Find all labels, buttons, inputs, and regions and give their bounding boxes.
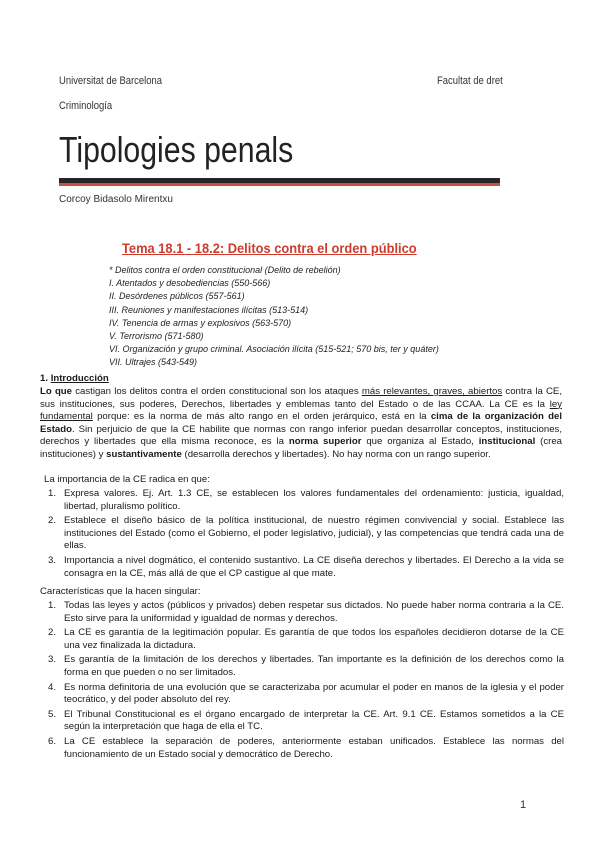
importance-lead: La importancia de la CE radica en que: [44, 474, 210, 485]
section-heading-intro [40, 373, 562, 386]
intro-text: que organiza al Estado, [361, 436, 479, 448]
intro-norma-superior: norma superior [288, 436, 362, 448]
list-item-text: Expresa valores. Ej. Art. 1.3 CE, se establecen los valores fundamentales del ordenamiento: justicia, igualdad, libertad, pluralismo político. [64, 488, 564, 512]
document-title: Tipologies penals [59, 129, 294, 170]
list-item: 2. Establece el diseño básico de la política institucional, de nuestro régimen convivencial y social. Establece las instituciones del Estado (como el Gobierno, el poder legislativo, judicial), y las competencias que tendrá cada una de ellas. [48, 515, 564, 552]
importance-list [40, 488, 564, 582]
list-item: 5. El Tribunal Constitucional es el órgano encargado de interpretar la CE. Art. 9.1 CE. Estamos sometidos a la CE según la interpretación que haga de ella el TC. [48, 708, 564, 733]
intro-text: (crea instituciones) y [40, 436, 563, 460]
outline-item: I. Atentados y desobediencias (550-566) [109, 278, 271, 289]
list-item: 1. Expresa valores. Ej. Art. 1.3 CE, se establecen los valores fundamentales del ordenamiento: justicia, igualdad, libertad, pluralismo político. [48, 488, 564, 512]
list-item-text: Es norma definitoria de una evolución que se caracterizaba por acumular el poder en manos de la iglesia y el poder teocrático, y del poder absoluto del rey. [64, 681, 564, 706]
header-university: Universitat de Barcelona [59, 75, 163, 87]
tema-heading: Tema 18.1 - 18.2: Delitos contra el orden público [122, 240, 417, 256]
outline-item: * Delitos contra el orden constitucional (Delito de rebelión) [109, 265, 341, 275]
list-item: 6. La CE establece la separación de poderes, anteriormente estaban unificados. Establece las normas del funcionamiento de un Estado social y democrático de Derecho. [48, 735, 564, 760]
outline-item: IV. Tenencia de armas y explosivos (563-570) [109, 317, 292, 328]
author: Corcoy Bidasolo Mirentxu [59, 194, 173, 205]
header-subject: Criminología [59, 100, 113, 112]
section-number: 1. [40, 373, 49, 384]
intro-text: (desarrolla derechos y libertades). No hay norma con un rango superior. [181, 448, 491, 460]
features-lead: Características que la hacen singular: [40, 586, 201, 597]
section-title: Introducción [50, 373, 109, 384]
intro-cima: cima de la organización del Estado [40, 411, 562, 435]
intro-sustantivamente: sustantivamente [106, 448, 182, 460]
list-item: 4. Es norma definitoria de una evolución que se caracterizaba por acumular el poder en manos de la iglesia y el poder teocrático, y del poder absoluto del rey. [48, 681, 564, 706]
outline-item: VI. Organización y grupo criminal. Asociación ilícita (515-521; 570 bis, ter y quáter) [109, 344, 439, 355]
title-rule-red [59, 183, 500, 186]
list-item: 3. Es garantía de la limitación de los derechos y libertades. Tan importante es la definición de los derechos como la forma en que pueden o no ser limitados. [48, 654, 564, 678]
list-item-text: Es garantía de la limitación de los derechos y libertades. Tan importante es la definición de los derechos como la forma en que pueden o no ser limitados. [64, 654, 564, 678]
intro-text: . Sin perjuicio de que la CE habilite que normas con rango inferior puedan desarrollar conceptos, instituciones, derechos y libertades que ella misma reconoce, es la [40, 423, 562, 448]
list-item-text: Todas las leyes y actos (públicos y privados) deben respetar sus dictados. No puede haber norma contraria a la CE. Esto sirve para la uniformidad y igualdad de normas y derechos. [64, 600, 564, 624]
list-item-text: Establece el diseño básico de la política institucional, de nuestro régimen convivencial y social. Establece las instituciones del Estado (como el Gobierno, el poder legislativo, judicial), y las competencias que tendrá cada una de ellas. [64, 515, 564, 552]
intro-institucional: institucional [478, 436, 536, 448]
outline-item: VII. Ultrajes (543-549) [109, 357, 198, 368]
header-faculty: Facultat de dret [437, 75, 503, 87]
outline-item: III. Reuniones y manifestaciones ilícitas (513-514) [109, 304, 309, 315]
list-item: 3. Importancia a nivel dogmático, el contenido sustantivo. La CE diseña derechos y libertades. El Derecho a la vida se consagra en la CE, más allá de que el CP castigue al que mate. [48, 554, 564, 579]
list-item: 1. Todas las leyes y actos (públicos y privados) deben respetar sus dictados. No puede haber norma contraria a la CE. Esto sirve para la uniformidad y igualdad de normas y derechos. [48, 600, 564, 624]
outline-item: V. Terrorismo (571-580) [109, 331, 204, 342]
outline-item: II. Desórdenes públicos (557-561) [109, 291, 245, 302]
intro-emphasis: más relevantes, graves, abiertos [361, 386, 503, 397]
list-item: 2. La CE es garantía de la legitimación popular. Es garantía de que todos los españoles decidieron dotarse de la CE una vez finalizada la dictadura. [48, 627, 564, 651]
intro-text: contra la CE, sus instituciones, sus poderes, Derechos, libertades y emblemas tanto del Estado o de las CCAA. La CE es la [40, 386, 562, 410]
topic-outline [109, 264, 439, 370]
features-list [40, 600, 564, 763]
list-item-text: La CE establece la separación de poderes, anteriormente estaban unificados. Establece las normas del funcionamiento de un Estado social y democrático de Derecho. [64, 735, 564, 760]
intro-lead: Lo que [40, 386, 73, 397]
list-item-text: El Tribunal Constitucional es el órgano encargado de interpretar la CE. Art. 9.1 CE. Estamos sometidos a la CE según la interpretación que haga de ella el TC. [64, 708, 564, 733]
intro-paragraph [40, 386, 562, 462]
page-number: 1 [520, 799, 527, 811]
list-item-text: La CE es garantía de la legitimación popular. Es garantía de que todos los españoles decidieron dotarse de la CE una vez finalizada la dictadura. [64, 627, 564, 651]
list-item-text: Importancia a nivel dogmático, el contenido sustantivo. La CE diseña derechos y libertades. El Derecho a la vida se consagra en la CE, más allá de que el CP castigue al que mate. [64, 554, 564, 579]
intro-text: porque: es la norma de más alto rango en el orden jerárquico, está en la [92, 411, 431, 423]
intro-text: castigan los delitos contra el orden constitucional son los ataques [72, 386, 362, 397]
intro-ley-fundamental: ley fundamental [40, 398, 562, 423]
